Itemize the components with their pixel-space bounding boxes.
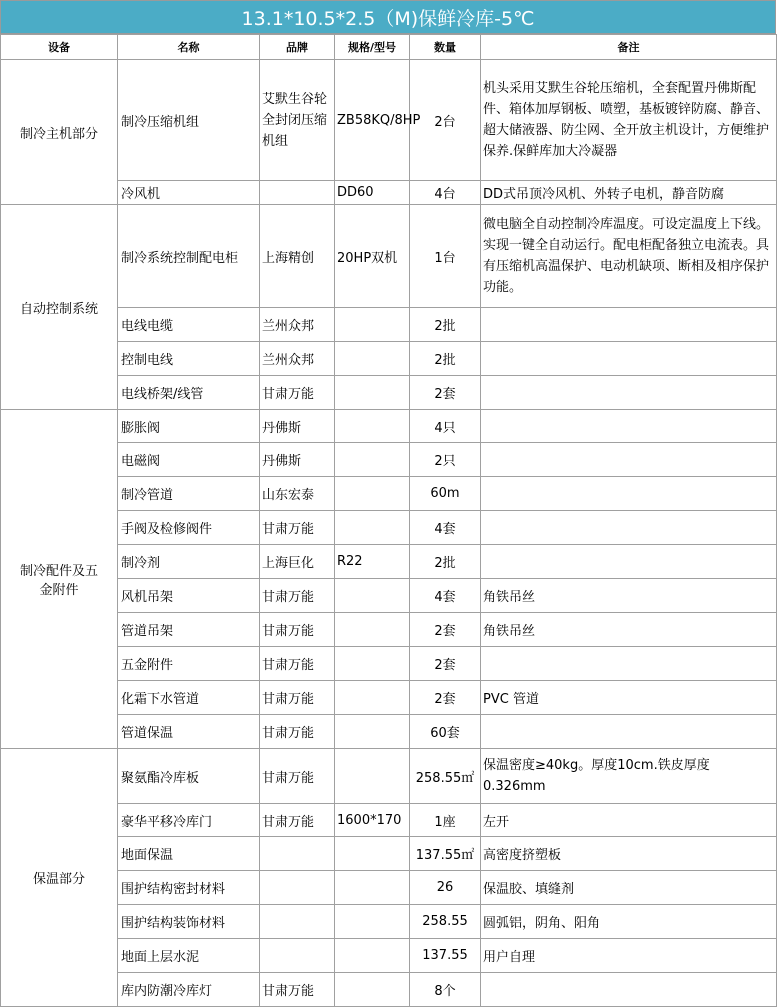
- item-note: [481, 647, 777, 681]
- item-quantity: 4套: [410, 579, 481, 613]
- item-name: 电磁阀: [118, 443, 260, 477]
- category-cell: 制冷配件及五金附件: [1, 410, 118, 749]
- item-spec: [335, 973, 410, 1007]
- item-name: 五金附件: [118, 647, 260, 681]
- table-row: [1, 579, 777, 613]
- item-name: 地面保温: [118, 837, 260, 871]
- item-brand: 上海精创: [260, 205, 335, 308]
- item-quantity: 2套: [410, 613, 481, 647]
- item-spec: ZB58KQ/8HP: [335, 60, 410, 181]
- item-name: 控制电线: [118, 342, 260, 376]
- item-brand: 甘肃万能: [260, 804, 335, 837]
- item-spec: [335, 376, 410, 410]
- item-spec: [335, 939, 410, 973]
- item-name: 地面上层水泥: [118, 939, 260, 973]
- item-brand: 甘肃万能: [260, 681, 335, 715]
- item-name: 制冷剂: [118, 545, 260, 579]
- table-row: [1, 545, 777, 579]
- table-row: [1, 749, 777, 804]
- item-brand: 甘肃万能: [260, 613, 335, 647]
- table-row: [1, 410, 777, 443]
- item-brand: 艾默生谷轮全封闭压缩机组: [260, 60, 335, 181]
- item-spec: 1600*170: [335, 804, 410, 837]
- item-brand: [260, 181, 335, 205]
- table-row: [1, 477, 777, 511]
- item-spec: [335, 647, 410, 681]
- item-name: 电线桥架/线管: [118, 376, 260, 410]
- category-cell: 自动控制系统: [1, 205, 118, 410]
- table-row: [1, 342, 777, 376]
- item-name: 聚氨酯冷库板: [118, 749, 260, 804]
- table-row: [1, 973, 777, 1007]
- header-row: [1, 35, 777, 60]
- item-brand: 甘肃万能: [260, 749, 335, 804]
- item-quantity: 60套: [410, 715, 481, 749]
- item-name: 冷风机: [118, 181, 260, 205]
- item-brand: 兰州众邦: [260, 342, 335, 376]
- item-name: 制冷管道: [118, 477, 260, 511]
- item-quantity: 2套: [410, 681, 481, 715]
- item-note: [481, 715, 777, 749]
- item-name: 制冷压缩机组: [118, 60, 260, 181]
- item-quantity: 2套: [410, 376, 481, 410]
- table-row: [1, 60, 777, 181]
- table-row: [1, 181, 777, 205]
- category-cell: 制冷主机部分: [1, 60, 118, 205]
- item-spec: R22: [335, 545, 410, 579]
- item-brand: [260, 939, 335, 973]
- item-quantity: 60m: [410, 477, 481, 511]
- item-note: DD式吊顶冷风机、外转子电机，静音防腐: [481, 181, 777, 205]
- item-note: 角铁吊丝: [481, 613, 777, 647]
- table-row: [1, 613, 777, 647]
- item-note: PVC 管道: [481, 681, 777, 715]
- item-quantity: 2只: [410, 443, 481, 477]
- item-brand: 甘肃万能: [260, 973, 335, 1007]
- item-quantity: 1台: [410, 205, 481, 308]
- item-name: 化霜下水管道: [118, 681, 260, 715]
- item-note: [481, 376, 777, 410]
- item-note: 圆弧铝，阴角、阳角: [481, 905, 777, 939]
- item-brand: 上海巨化: [260, 545, 335, 579]
- item-quantity: 1座: [410, 804, 481, 837]
- item-note: [481, 443, 777, 477]
- item-spec: [335, 871, 410, 905]
- item-spec: [335, 308, 410, 342]
- table-row: [1, 939, 777, 973]
- item-quantity: 4只: [410, 410, 481, 443]
- item-spec: [335, 681, 410, 715]
- item-quantity: 26: [410, 871, 481, 905]
- table-row: [1, 443, 777, 477]
- item-name: 膨胀阀: [118, 410, 260, 443]
- table-row: [1, 205, 777, 308]
- item-quantity: 4台: [410, 181, 481, 205]
- item-spec: [335, 342, 410, 376]
- table-row: [1, 681, 777, 715]
- item-quantity: 2批: [410, 342, 481, 376]
- item-quantity: 8个: [410, 973, 481, 1007]
- item-spec: [335, 477, 410, 511]
- item-brand: 丹佛斯: [260, 410, 335, 443]
- item-spec: [335, 613, 410, 647]
- item-spec: [335, 905, 410, 939]
- item-note: [481, 410, 777, 443]
- item-brand: 山东宏泰: [260, 477, 335, 511]
- item-note: [481, 973, 777, 1007]
- item-quantity: 258.55㎡: [410, 749, 481, 804]
- header-brand: 品牌: [260, 35, 335, 60]
- item-note: [481, 477, 777, 511]
- item-spec: [335, 579, 410, 613]
- table-row: [1, 837, 777, 871]
- item-brand: 甘肃万能: [260, 579, 335, 613]
- header-category: 设备: [1, 35, 118, 60]
- header-name: 名称: [118, 35, 260, 60]
- item-name: 围护结构密封材料: [118, 871, 260, 905]
- item-spec: [335, 410, 410, 443]
- item-quantity: 137.55: [410, 939, 481, 973]
- item-name: 风机吊架: [118, 579, 260, 613]
- item-spec: [335, 443, 410, 477]
- item-name: 豪华平移冷库门: [118, 804, 260, 837]
- item-brand: 甘肃万能: [260, 511, 335, 545]
- item-name: 围护结构装饰材料: [118, 905, 260, 939]
- item-note: 角铁吊丝: [481, 579, 777, 613]
- item-note: 用户自理: [481, 939, 777, 973]
- table-row: [1, 308, 777, 342]
- table-row: [1, 804, 777, 837]
- item-note: 左开: [481, 804, 777, 837]
- item-note: 高密度挤塑板: [481, 837, 777, 871]
- item-spec: [335, 837, 410, 871]
- item-note: [481, 545, 777, 579]
- item-brand: 甘肃万能: [260, 715, 335, 749]
- item-name: 制冷系统控制配电柜: [118, 205, 260, 308]
- item-brand: 兰州众邦: [260, 308, 335, 342]
- item-brand: [260, 837, 335, 871]
- item-quantity: 2台: [410, 60, 481, 181]
- item-spec: [335, 749, 410, 804]
- item-name: 管道吊架: [118, 613, 260, 647]
- item-spec: [335, 511, 410, 545]
- table-title: 13.1*10.5*2.5（M)保鲜冷库-5℃: [0, 0, 776, 34]
- item-spec: 20HP双机: [335, 205, 410, 308]
- item-note: [481, 308, 777, 342]
- item-note: [481, 342, 777, 376]
- header-quantity: 数量: [410, 35, 481, 60]
- item-note: 保温密度≥40kg。厚度10cm.铁皮厚度0.326mm: [481, 749, 777, 804]
- item-spec: DD60: [335, 181, 410, 205]
- item-name: 手阀及检修阀件: [118, 511, 260, 545]
- equipment-table: [0, 34, 777, 1007]
- item-quantity: 2批: [410, 308, 481, 342]
- header-spec: 规格/型号: [335, 35, 410, 60]
- table-row: [1, 715, 777, 749]
- item-note: [481, 511, 777, 545]
- item-quantity: 4套: [410, 511, 481, 545]
- item-name: 库内防潮冷库灯: [118, 973, 260, 1007]
- item-brand: 甘肃万能: [260, 376, 335, 410]
- item-note: 机头采用艾默生谷轮压缩机，全套配置丹佛斯配件、箱体加厚钢板、喷塑，基板镀锌防腐、静音、超大储液器、防尘网、全开放主机设计，方便维护保养.保鲜库加大冷凝器: [481, 60, 777, 181]
- table-row: [1, 647, 777, 681]
- table-row: [1, 511, 777, 545]
- item-note: 保温胶、填缝剂: [481, 871, 777, 905]
- category-cell: 保温部分: [1, 749, 118, 1007]
- item-brand: [260, 871, 335, 905]
- item-quantity: 258.55: [410, 905, 481, 939]
- table-row: [1, 376, 777, 410]
- item-brand: 丹佛斯: [260, 443, 335, 477]
- item-quantity: 2套: [410, 647, 481, 681]
- table-row: [1, 871, 777, 905]
- item-quantity: 2批: [410, 545, 481, 579]
- table-row: [1, 905, 777, 939]
- header-note: 备注: [481, 35, 777, 60]
- item-brand: [260, 905, 335, 939]
- item-name: 电线电缆: [118, 308, 260, 342]
- item-name: 管道保温: [118, 715, 260, 749]
- item-quantity: 137.55㎡: [410, 837, 481, 871]
- item-spec: [335, 715, 410, 749]
- item-note: 微电脑全自动控制冷库温度。可设定温度上下线。实现一键全自动运行。配电柜配备独立电流表。具有压缩机高温保护、电动机缺项、断相及相序保护功能。: [481, 205, 777, 308]
- item-brand: 甘肃万能: [260, 647, 335, 681]
